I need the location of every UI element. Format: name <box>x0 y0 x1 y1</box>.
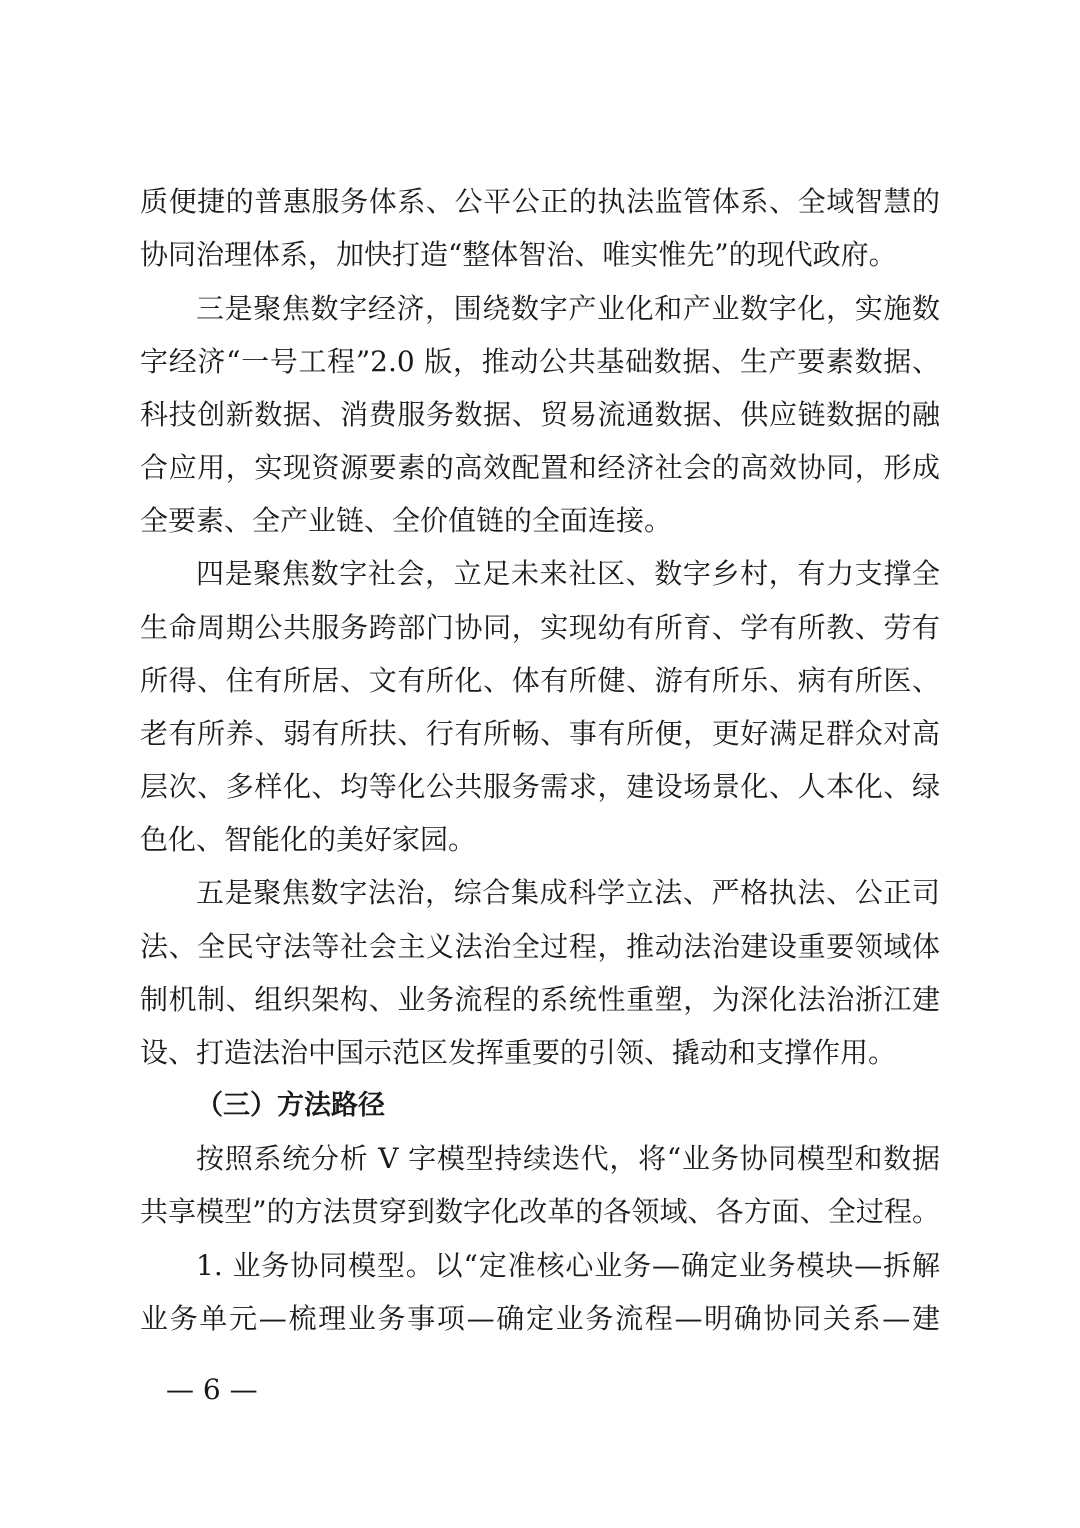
section-heading-method-path: （三）方法路径 <box>196 1090 385 1121</box>
body-text-line: 所得、住有所居、文有所化、体有所健、游有所乐、病有所医、 <box>140 664 940 697</box>
body-text-line: 层次、多样化、均等化公共服务需求，建设场景化、人本化、绿 <box>140 770 940 803</box>
paragraph-digital-economy-start: 三是聚焦数字经济，围绕数字产业化和产业数字化，实施数 <box>196 292 940 325</box>
body-text-line: 共享模型”的方法贯穿到数字化改革的各领域、各方面、全过程。 <box>140 1195 940 1228</box>
page-number: — 6 — <box>166 1373 258 1406</box>
paragraph-v-model-start: 按照系统分析 V 字模型持续迭代，将“业务协同模型和数据 <box>196 1142 940 1175</box>
body-text-line: 质便捷的普惠服务体系、公平公正的执法监管体系、全域智慧的 <box>140 185 940 218</box>
paragraph-business-model-start: 1. 业务协同模型。以“定准核心业务—确定业务模块—拆解 <box>196 1249 940 1282</box>
body-text-line: 色化、智能化的美好家园。 <box>140 823 477 856</box>
paragraph-digital-rule-of-law-start: 五是聚焦数字法治，综合集成科学立法、严格执法、公正司 <box>196 876 940 909</box>
body-text-line: 字经济“一号工程”2.0 版，推动公共基础数据、生产要素数据、 <box>140 345 940 378</box>
body-text-line: 全要素、全产业链、全价值链的全面连接。 <box>140 504 673 537</box>
body-text-line: 生命周期公共服务跨部门协同，实现幼有所育、学有所教、劳有 <box>140 611 940 644</box>
body-text-line: 科技创新数据、消费服务数据、贸易流通数据、供应链数据的融 <box>140 398 940 431</box>
body-text-line: 设、打造法治中国示范区发挥重要的引领、撬动和支撑作用。 <box>140 1036 897 1069</box>
body-text-line: 法、全民守法等社会主义法治全过程，推动法治建设重要领域体 <box>140 930 940 963</box>
body-text-line: 老有所养、弱有所扶、行有所畅、事有所便，更好满足群众对高 <box>140 717 940 750</box>
body-text-line: 制机制、组织架构、业务流程的系统性重塑，为深化法治浙江建 <box>140 983 940 1016</box>
body-text-line: 协同治理体系，加快打造“整体智治、唯实惟先”的现代政府。 <box>140 238 897 271</box>
body-text-line: 合应用，实现资源要素的高效配置和经济社会的高效协同，形成 <box>140 451 940 484</box>
body-text-line: 业务单元—梳理业务事项—确定业务流程—明确协同关系—建 <box>140 1302 940 1335</box>
paragraph-digital-society-start: 四是聚焦数字社会，立足未来社区、数字乡村，有力支撑全 <box>196 557 940 590</box>
